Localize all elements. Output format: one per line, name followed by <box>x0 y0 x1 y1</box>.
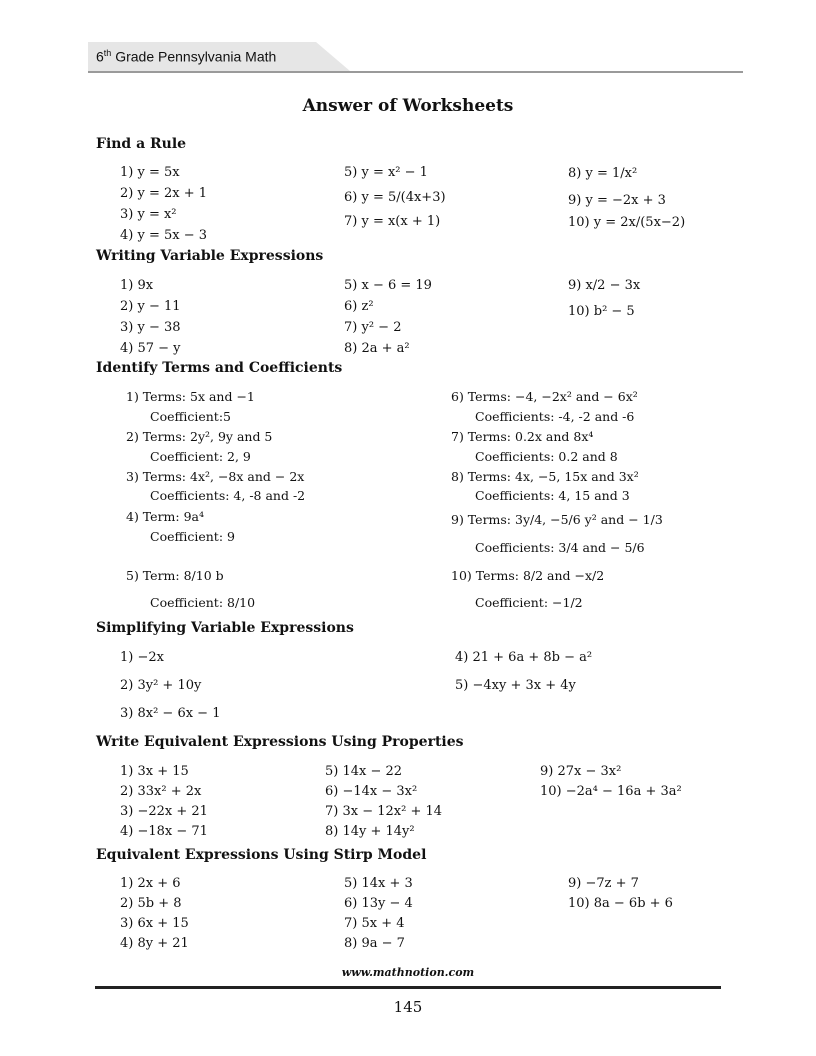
list-item: 10) 8a − 6b + 6 <box>568 896 673 911</box>
list-item: 1) y = 5x <box>120 165 180 180</box>
list-item: 7) 5x + 4 <box>344 916 405 931</box>
list-item-coefficient: Coefficient: 9 <box>150 529 235 544</box>
list-item: 4) y = 5x − 3 <box>120 228 208 243</box>
list-item: 9) y = −2x + 3 <box>568 193 666 208</box>
list-item: 7) 3x − 12x² + 14 <box>325 804 443 819</box>
section-title-simplifying: Simplifying Variable Expressions <box>96 620 354 636</box>
list-item: 8) 9a − 7 <box>344 936 405 951</box>
section-title-identify-terms: Identify Terms and Coefficients <box>96 360 343 376</box>
list-item: 10) b² − 5 <box>568 304 635 319</box>
list-item: 5) 14x + 3 <box>344 876 413 891</box>
list-item: 3) 6x + 15 <box>120 916 189 931</box>
list-item-coefficient: Coefficient: 2, 9 <box>150 449 251 464</box>
list-item: 7) y² − 2 <box>344 320 402 335</box>
section-title-find-a-rule: Find a Rule <box>96 136 187 152</box>
list-item: 6) z² <box>344 299 374 314</box>
list-item: 10) −2a⁴ − 16a + 3a² <box>540 784 682 799</box>
list-item: 5) 14x − 22 <box>325 764 403 779</box>
section-title-equivalent-properties: Write Equivalent Expressions Using Properties <box>96 734 464 750</box>
list-item: 5) −4xy + 3x + 4y <box>455 678 576 693</box>
list-item: 2) y − 11 <box>120 299 181 314</box>
section-title-strip-model: Equivalent Expressions Using Stirp Model <box>96 847 427 863</box>
list-item: 4) −18x − 71 <box>120 824 208 839</box>
section-title-writing-variable-expressions: Writing Variable Expressions <box>96 248 324 264</box>
footer-url: www.mathnotion.com <box>341 966 475 979</box>
list-item: 1) 9x <box>120 278 154 293</box>
page-title: Answer of Worksheets <box>302 96 514 116</box>
list-item: 6) −14x − 3x² <box>325 784 418 799</box>
list-item: 3) y − 38 <box>120 320 181 335</box>
list-item: 8) Terms: 4x, −5, 15x and 3x² <box>451 469 639 484</box>
list-item: 7) y = x(x + 1) <box>344 214 441 229</box>
list-item: 5) x − 6 = 19 <box>344 278 432 293</box>
list-item: 3) −22x + 21 <box>120 804 208 819</box>
list-item-coefficient: Coefficients: 3/4 and − 5/6 <box>475 540 645 555</box>
book-title: 6th Grade Pennsylvania Math <box>96 48 277 65</box>
list-item: 7) Terms: 0.2x and 8x⁴ <box>451 429 594 444</box>
list-item-coefficient: Coefficients: -4, -2 and -6 <box>475 409 635 424</box>
list-item: 9) −7z + 7 <box>568 876 639 891</box>
list-item: 9) x/2 − 3x <box>568 278 641 293</box>
list-item: 3) y = x² <box>120 207 177 222</box>
list-item: 10) Terms: 8/2 and −x/2 <box>451 568 605 583</box>
list-item: 6) Terms: −4, −2x² and − 6x² <box>451 389 638 404</box>
list-item: 1) 2x + 6 <box>120 876 181 891</box>
list-item-coefficient: Coefficient: −1/2 <box>475 595 583 610</box>
list-item: 2) 33x² + 2x <box>120 784 202 799</box>
list-item: 2) Terms: 2y², 9y and 5 <box>126 429 273 444</box>
list-item: 4) 57 − y <box>120 341 181 356</box>
list-item: 2) 3y² + 10y <box>120 678 202 693</box>
footer-rule <box>95 986 721 989</box>
list-item: 1) Terms: 5x and −1 <box>126 389 255 404</box>
list-item-coefficient: Coefficients: 4, 15 and 3 <box>475 488 630 503</box>
list-item: 3) Terms: 4x², −8x and − 2x <box>126 469 305 484</box>
list-item: 5) Term: 8/10 b <box>126 568 224 583</box>
list-item: 4) 21 + 6a + 8b − a² <box>455 650 593 665</box>
list-item: 3) 8x² − 6x − 1 <box>120 706 221 721</box>
page-number: 145 <box>393 998 423 1016</box>
list-item: 4) 8y + 21 <box>120 936 189 951</box>
list-item: 6) y = 5/(4x+3) <box>344 190 446 205</box>
list-item-coefficient: Coefficients: 0.2 and 8 <box>475 449 618 464</box>
list-item: 9) 27x − 3x² <box>540 764 622 779</box>
list-item: 9) Terms: 3y/4, −5/6 y² and − 1/3 <box>451 512 663 527</box>
list-item: 6) 13y − 4 <box>344 896 413 911</box>
list-item: 1) −2x <box>120 650 164 665</box>
list-item-coefficient: Coefficient:5 <box>150 409 231 424</box>
list-item: 4) Term: 9a⁴ <box>126 509 204 524</box>
list-item-coefficient: Coefficients: 4, -8 and -2 <box>150 488 306 503</box>
list-item: 8) 14y + 14y² <box>325 824 415 839</box>
list-item: 8) y = 1/x² <box>568 166 638 181</box>
list-item: 1) 3x + 15 <box>120 764 189 779</box>
list-item: 2) 5b + 8 <box>120 896 182 911</box>
list-item: 10) y = 2x/(5x−2) <box>568 215 686 230</box>
list-item: 8) 2a + a² <box>344 341 410 356</box>
list-item-coefficient: Coefficient: 8/10 <box>150 595 256 610</box>
list-item: 2) y = 2x + 1 <box>120 186 208 201</box>
header-rule <box>88 71 743 73</box>
list-item: 5) y = x² − 1 <box>344 165 428 180</box>
